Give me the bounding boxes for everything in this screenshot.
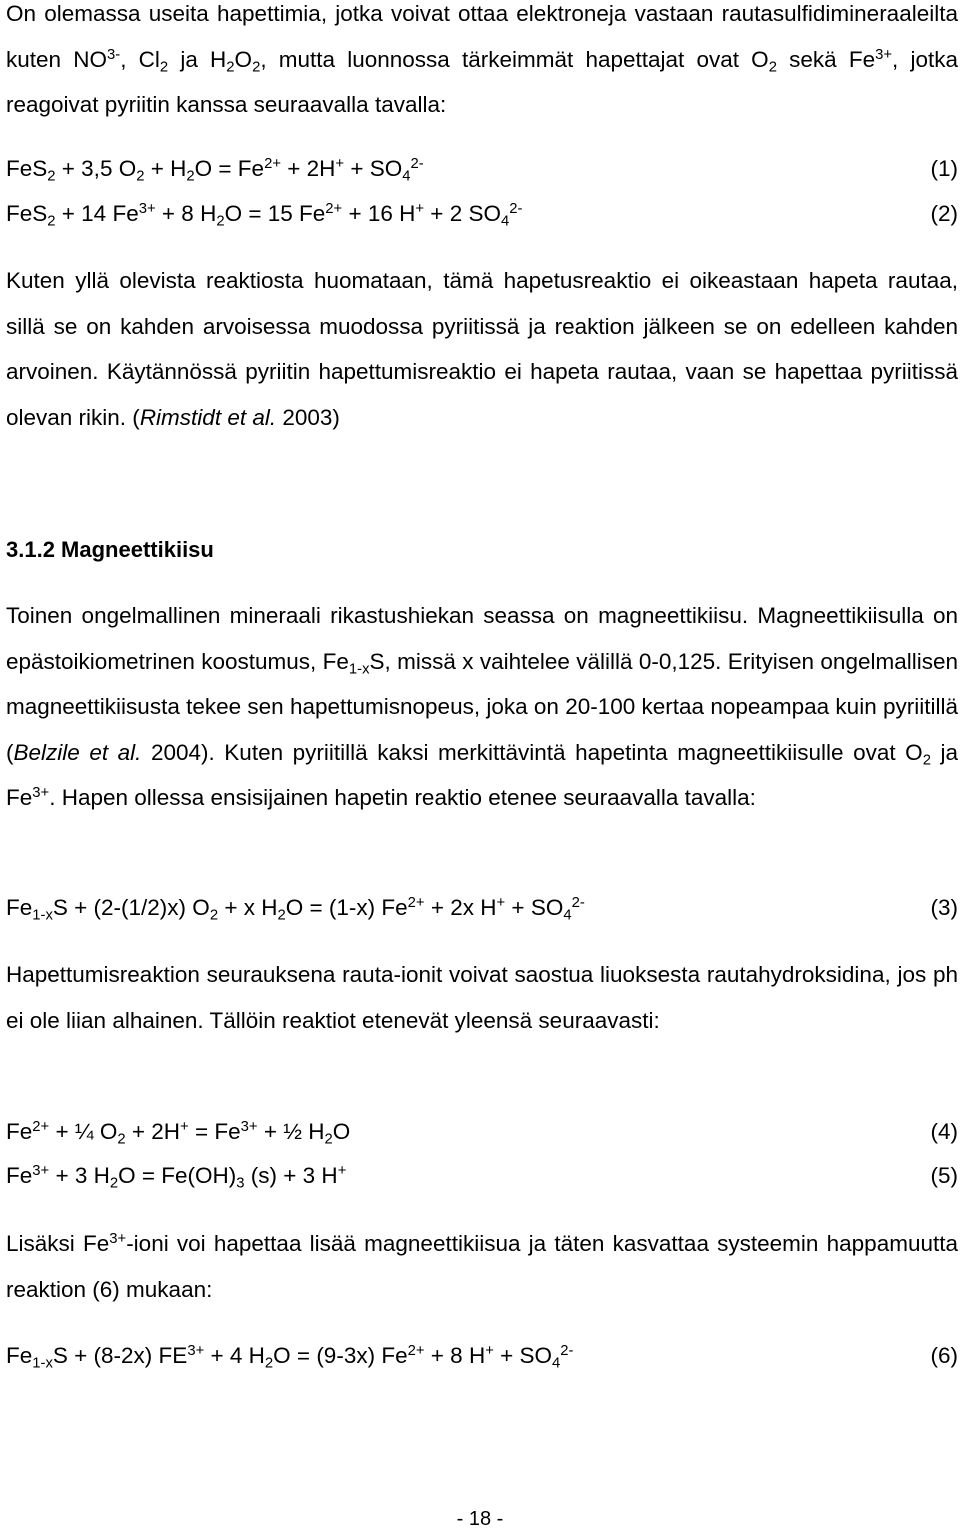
equation-1-formula: FeS$_2$ + 3,5 $O_2 + H_2O = Fe^{2+} + 2H^+ + SO_4^{2-}$	[6, 155, 424, 185]
section-heading: 3.1.2 Magneettikiisu	[6, 537, 214, 562]
equation-4-formula: $Fe^{2+}$ + ¼ $O_2 + 2H^+ = Fe^{3+}$ + ½ $H_2O$	[6, 1118, 351, 1148]
paragraph-hydroxide: Hapettumisreaktion seurauksena rauta-ionit voivat saostua liuoksesta rautahydroksidina, jos ph ei ole liian alhainen. Tällöin reaktiot etenevät yleensä seuraavasti:	[6, 962, 958, 1033]
equation-4-number: (4)	[930, 1119, 958, 1144]
equation-2-number: (2)	[930, 201, 958, 226]
paragraph-acidity: Lisäksi $Fe^{3+}$-ioni voi hapettaa lisää magneettikiisua ja täten kasvattaa systeemin happamuutta reaktion (6) mukaan:	[6, 1230, 958, 1302]
equation-5-number: (5)	[930, 1163, 958, 1188]
equation-3-formula: $Fe_{1-x}S + (2-(1/2)x) O_2 + x$ $H_2O = (1-x) Fe^{2+} + 2x$ $H^+ + SO_4^{2-}$	[6, 894, 585, 924]
equation-2	[6, 199, 958, 229]
equation-5-formula: $Fe^{3+} + 3$ $H_2O = Fe(OH)_3$ (s) + 3 H+	[6, 1162, 347, 1192]
equation-3-number: (3)	[930, 895, 958, 920]
equation-1-number: (1)	[930, 156, 958, 181]
paragraph-magnetic-pyrite: Toinen ongelmallinen mineraali rikastushiekan seassa on magneettikiisu. Magneettikiisulla on epästoikiometrinen koostumus, $Fe_{1-x}S$, missä x vaihtelee välillä 0-0,125. Erityisen ongelmallisen magneettikiisusta tekee sen hapettumisnopeus, joka on 20-100 kertaa nopeampaa kuin pyriitillä (Belzile et al. 2004). Kuten pyriitillä kaksi merkittävintä hapetinta magneettikiisulle ovat $O_2$ ja $Fe^{3+}$. Hapen ollessa ensisijainen hapetin reaktio etenee seuraavalla tavalla:	[6, 603, 959, 810]
paragraph-oxidants: On olemassa useita hapettimia, jotka voivat ottaa elektroneja vastaan rautasulfidimineraaleilta kuten $NO^{3-}$, $Cl_2$ ja $H_2O_2$, mutta luonnossa tärkeimmät hapettajat ovat $O_2$ sekä $Fe^{3+}$, jotka reagoivat pyriitin kanssa seuraavalla tavalla:	[6, 1, 959, 117]
equation-6-number: (6)	[930, 1343, 958, 1368]
page-number: - 18 -	[456, 1508, 504, 1530]
equation-1	[6, 154, 958, 184]
paragraph-reaction-note: Kuten yllä olevista reaktiosta huomataan, tämä hapetusreaktio ei oikeastaan hapeta rautaa, sillä se on kahden arvoisessa muodossa pyriitissä ja reaktion jälkeen se on edelleen kahden arvoinen. Käytännössä pyriitin hapettumisreaktio ei hapeta rautaa, vaan se hapettaa pyriitissä olevan rikin. (Rimstidt et al. 2003)	[6, 268, 958, 430]
equation-5	[6, 1161, 958, 1191]
equation-6	[6, 1341, 958, 1371]
equation-4	[6, 1117, 958, 1147]
equation-3	[6, 893, 958, 923]
equation-2-formula: FeS$_2$ + 14 $Fe^{3+} + 8$ $H_2O = 15$ $Fe^{2+} + 16$ H+ + 2 $SO_4^{2-}$	[6, 200, 523, 230]
equation-6-formula: $Fe_{1-x}S + (8-2x) FE^{3+} + 4$ $H_2O = (9-3x) Fe^{2+} + 8$ $H^+ + SO_4^{2-}$	[6, 1342, 574, 1372]
